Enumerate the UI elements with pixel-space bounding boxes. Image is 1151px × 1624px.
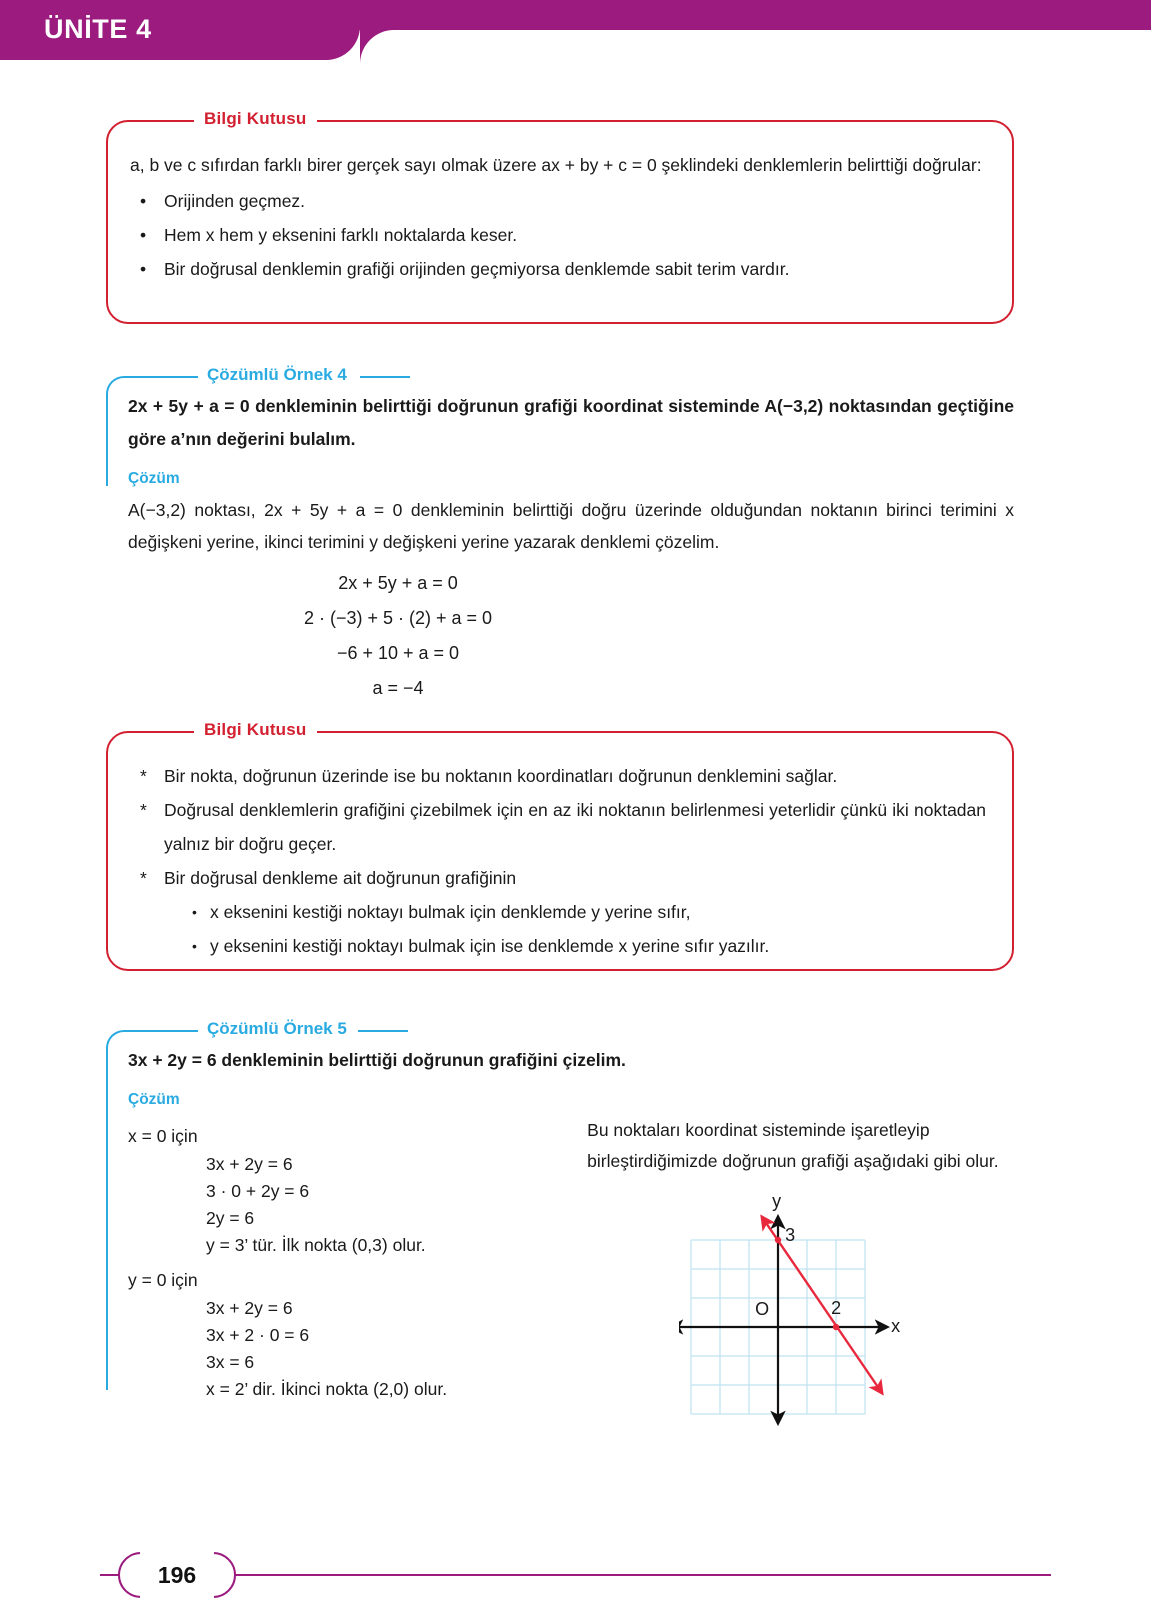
example-5-statement: 3x + 2y = 6 denkleminin belirttiği doğrunun grafiğini çizelim. [128, 1050, 626, 1070]
unit-banner [0, 0, 1151, 72]
unit-title-label: ÜNİTE 4 [44, 14, 152, 44]
asterisk-bullet-icon: * [140, 868, 147, 888]
list-item [130, 759, 986, 793]
list-item [130, 184, 986, 218]
y-axis-label: y [772, 1191, 782, 1211]
example-5-left-column [128, 1115, 545, 1445]
example-4-content [128, 390, 1014, 706]
example-5-right-text: Bu noktaları koordinat sisteminde işaretleyip birleştirdiğimizde doğrunun grafiği aşağıdaki gibi olur. [587, 1120, 999, 1171]
math-step: 3x = 6 [206, 1352, 255, 1372]
info-box-2-list [130, 759, 986, 963]
x-intercept-label: 2 [831, 1298, 842, 1318]
sub-list-item-label: y eksenini kestiği noktayı bulmak için ise denklemde x yerine sıfır yazılır. [210, 936, 770, 956]
graph-line [762, 1217, 882, 1393]
math-step: x = 2’ dir. İkinci nokta (2,0) olur. [206, 1379, 448, 1399]
banner-notch [360, 30, 394, 64]
sub-list-item [130, 929, 986, 963]
example-4-title: Çözümlü Örnek 4 [198, 365, 356, 385]
bullet-icon: • [140, 259, 147, 279]
list-item-label: Bir nokta, doğrunun üzerinde ise bu noktanın koordinatları doğrunun denklemini sağlar. [164, 766, 838, 786]
example-4-solution-text: A(−3,2) noktası, 2x + 5y + a = 0 denkleminin belirttiği doğru üzerinde olduğundan noktanın birinci terimini x değişkeni yerine, ikinci terimini y değişkeni yerine yazarak denklemi çözelim. [128, 500, 1014, 552]
case-2-head: y = 0 için [128, 1270, 198, 1290]
example-5-rule-left [126, 1030, 204, 1032]
math-step: 3x + 2y = 6 [206, 1154, 293, 1174]
page-footer [0, 1540, 1151, 1610]
sub-list-item-label: x eksenini kestiği noktayı bulmak için denklemde y yerine sıfır, [210, 902, 691, 922]
math-step: 2x + 5y + a = 0 [338, 573, 458, 593]
example-5-block [106, 1019, 1014, 1462]
asterisk-bullet-icon: * [140, 800, 147, 820]
case-1-lines [128, 1151, 545, 1259]
example-4-block [106, 365, 1014, 718]
list-item-label: Doğrusal denklemlerin grafiğini çizebilmek için en az iki noktanın belirlenmesi yeterlidir çünkü iki noktadan yalnız bir doğru geçer. [164, 800, 986, 854]
sub-list-item [130, 895, 986, 929]
list-item-label: Bir doğrusal denkleme ait doğrunun grafiğinin [164, 868, 517, 888]
list-item [130, 861, 986, 895]
info-box-1-title: Bilgi Kutusu [194, 109, 317, 129]
bullet-icon: • [140, 225, 147, 245]
math-step: 2 · (−3) + 5 · (2) + a = 0 [303, 608, 493, 628]
info-box-1-list [130, 184, 986, 286]
list-item-label: Hem x hem y eksenini farklı noktalarda keser. [164, 225, 518, 245]
example-5-right-column [587, 1115, 1014, 1445]
info-box-1-paragraph: a, b ve c sıfırdan farklı birer gerçek sayı olmak üzere ax + by + c = 0 şeklindeki denklemlerin belirttiği doğrular: [130, 155, 982, 175]
x-axis-label: x [891, 1316, 901, 1336]
math-step: 3 · 0 + 2y = 6 [206, 1181, 310, 1201]
example-5-columns [128, 1115, 1014, 1445]
list-item [130, 218, 986, 252]
page-number: 196 [157, 1562, 197, 1588]
list-item [130, 793, 986, 861]
case-2-lines [128, 1295, 545, 1403]
case-1-head: x = 0 için [128, 1126, 198, 1146]
example-4-statement: 2x + 5y + a = 0 denkleminin belirttiği doğrunun grafiği koordinat sisteminde A(−3,2) noktasından geçtiğine göre a’nın değerini bulalım. [128, 396, 1014, 449]
point-x-intercept [833, 1324, 839, 1330]
info-box-2-title: Bilgi Kutusu [194, 720, 317, 740]
list-item [130, 252, 986, 286]
y-intercept-label: 3 [785, 1225, 796, 1245]
example-5-content [128, 1044, 1014, 1445]
math-step: 3x + 2y = 6 [206, 1298, 293, 1318]
example-5-rule-right [358, 1030, 408, 1032]
example-5-solution-label: Çözüm [128, 1091, 180, 1108]
math-step: 2y = 6 [206, 1208, 255, 1228]
example-4-steps [128, 566, 668, 706]
math-step: 3x + 2 · 0 = 6 [206, 1325, 310, 1345]
info-box-1-content [108, 122, 1012, 296]
example-4-rule-left [126, 376, 204, 378]
info-box-2-content [108, 733, 1012, 973]
bullet-icon: • [192, 938, 197, 954]
info-box-1 [106, 109, 1014, 324]
bullet-icon: • [192, 904, 197, 920]
math-step: a = −4 [372, 678, 424, 698]
list-item-label: Orijinden geçmez. [164, 191, 306, 211]
math-step: y = 3’ tür. İlk nokta (0,3) olur. [206, 1235, 426, 1255]
math-step: −6 + 10 + a = 0 [336, 643, 460, 663]
asterisk-bullet-icon: * [140, 766, 147, 786]
info-box-2 [106, 720, 1014, 971]
bullet-icon: • [140, 191, 147, 211]
example-4-bracket [106, 376, 128, 486]
coordinate-graph [679, 1191, 939, 1445]
example-5-title: Çözümlü Örnek 5 [198, 1019, 356, 1039]
example-5-bracket [106, 1030, 128, 1390]
example-4-rule-right [360, 376, 410, 378]
example-4-solution-label: Çözüm [128, 470, 180, 487]
footer-rule [100, 1574, 1051, 1576]
point-y-intercept [775, 1237, 781, 1243]
list-item-label: Bir doğrusal denklemin grafiği orijinden geçmiyorsa denklemde sabit terim vardır. [164, 259, 790, 279]
coordinate-graph-svg [679, 1195, 939, 1445]
origin-label: O [755, 1299, 770, 1319]
